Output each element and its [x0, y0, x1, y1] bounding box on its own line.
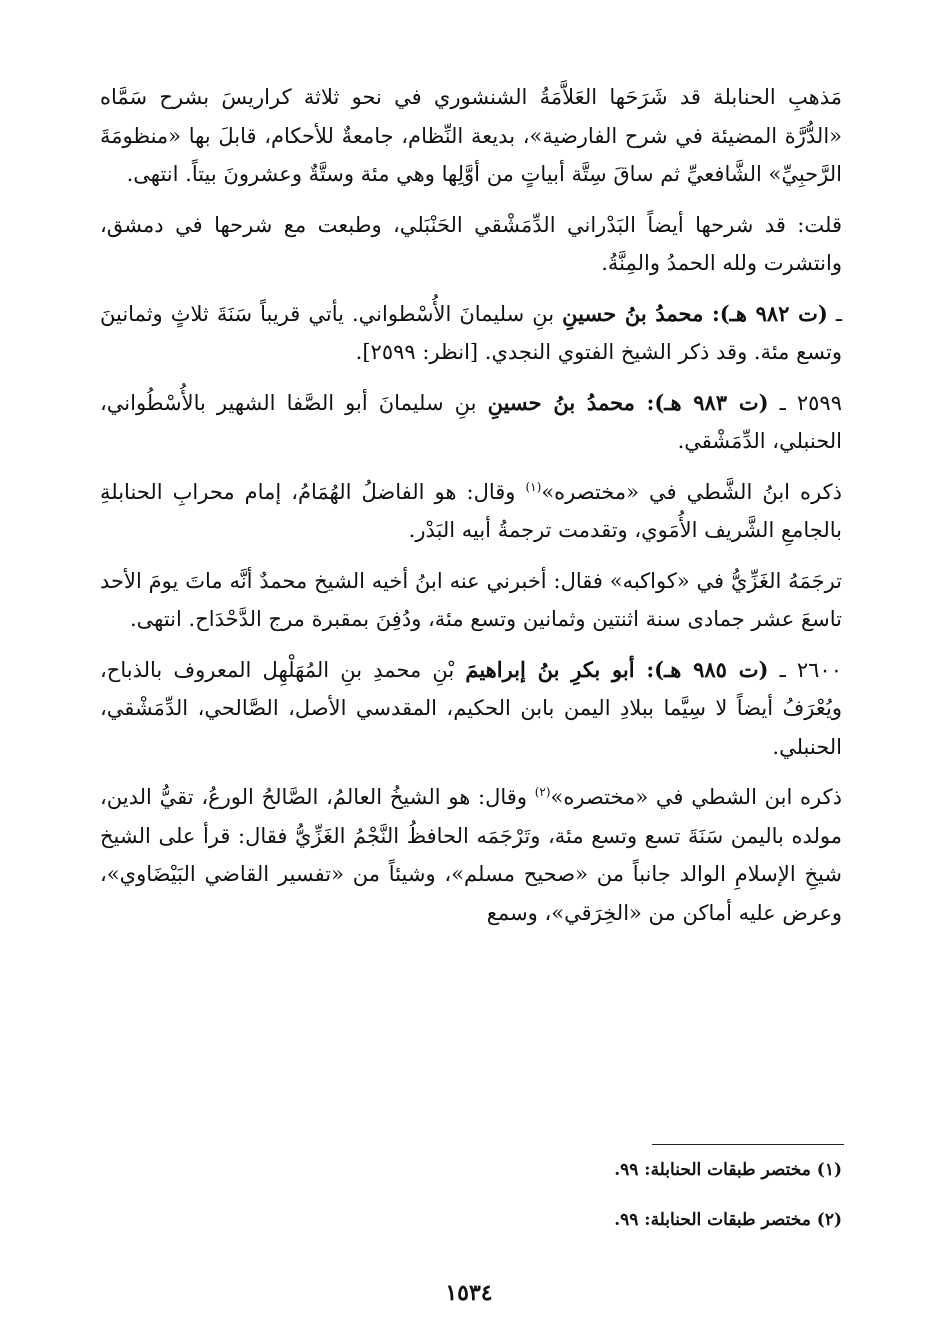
- footnote-ref: (٢): [534, 785, 551, 799]
- footnote-divider: [652, 1144, 844, 1145]
- footnote-ref: (١): [525, 479, 542, 494]
- entry-number: ٢٥٩٩ ـ: [768, 390, 842, 415]
- page-number: ١٥٣٤: [445, 1280, 493, 1306]
- entry-number: ٢٦٠٠ ـ: [768, 657, 842, 682]
- paragraph: ترجَمَهُ الغَزِّيُّ في «كواكبه» فقال: أخبرني عنه ابنُ أخيه الشيخ محمدٌ أنَّه ماتَ يومَ الأحد تاسعَ عشر جمادى سنة اثنتين وثمانين وتسع مئة، ودُفِنَ بمقبرة مرج الدَّحْدَاح. انتهى.: [100, 568, 842, 631]
- paragraph-text: ذكره ابنُ الشَّطي في «مختصره»: [541, 479, 842, 504]
- entry-heading: (ت ٩٨٢ هـ): محمدُ بنُ حسينِ: [562, 300, 828, 326]
- entry-heading: (ت ٩٨٥ هـ): أبو بكرِ بنُ إبراهيمَ: [465, 656, 769, 682]
- footnote-marker: (١): [816, 1160, 842, 1180]
- paragraph: [100, 778, 842, 932]
- paragraph-text: وقال: هو الفاضلُ الهُمَامُ، إمام محرابِ الحنابلةِ بالجامعِ الشَّريف الأُمَوي، وتقدمت ترجمةُ أبيه البَدْر.: [100, 479, 842, 542]
- footnotes: [100, 1156, 842, 1256]
- main-text: [100, 78, 842, 944]
- footnote: [100, 1156, 842, 1184]
- entry-prefix: ـ: [827, 301, 843, 326]
- footnote-marker: (٢): [816, 1210, 842, 1230]
- paragraph: قلت: قد شرحها أيضاً البَدْراني الدِّمَشْقي الحَنْبَلي، وطبعت مع شرحها في دمشق، وانتشرت ولله الحمدُ والمِنَّةُ.: [100, 212, 842, 275]
- entry-text: بنِ سليمانَ أبو الصَّفا الشهير بالأُسْطُواني، الحنبلي، الدِّمَشْقي.: [100, 390, 842, 453]
- biography-entry: [100, 651, 842, 767]
- footnote-text: مختصر طبقات الحنابلة: ٩٩.: [614, 1160, 811, 1180]
- entry-text: بْنِ محمدِ بنِ المُهَلْهِل المعروف بالذباح، ويُعْرَفُ أيضاً لا سِيَّما ببلادِ اليمن بابن الحكيم، المقدسي الأصل، الصَّالحي، الدِّمَشْقي، الحنبلي.: [100, 657, 842, 759]
- paragraph-text: وقال: هو الشيخُ العالمُ، الصَّالحُ الورعُ، تقيُّ الدين، مولده باليمن سَنَةَ تسع وتسع مئة، وتَرْجَمَه الحافظُ النَّجْمُ الغَزِّيُّ فقال: قرأ على الشيخ شيخِ الإسلامِ الوالد جانباً من «صحيح مسلم»، وشيئاً من «تفسير القاضي البَيْضَاوي»، وعرض عليه أماكن من «الخِرَقي»، وسمع: [100, 785, 842, 925]
- footnote: [100, 1206, 842, 1234]
- entry-text: بنِ سليمانَ الأُسْطواني. يأتي قريباً سَنَةَ ثلاثٍ وثمانينَ وتسع مئة. وقد ذكر الشيخ الفتوي النجدي. [انظر: ٢٥٩٩].: [100, 301, 842, 364]
- paragraph: مَذهبِ الحنابلة قد شَرَحَها العَلاَّمَةُ الشنشوري في نحو ثلاثة كراريسَ بشرح سَمَّاه «الدُّرَّة المضيئة في شرح الفارضية»، بديعة النِّظام، جامعةٌ للأحكام، قابلَ بها «منظومَةَ الرَّحبِيِّ» الشَّافعيِّ ثم ساقَ سِتَّة أبياتٍ من أوَّلِها وهي مئة وستَّةٌ وعشرونَ بيتاً. انتهى.: [100, 85, 842, 186]
- paragraph: [100, 473, 842, 550]
- biography-entry: [100, 295, 842, 372]
- entry-heading: (ت ٩٨٣ هـ): محمدُ بنُ حسينِ: [487, 389, 769, 415]
- biography-entry: [100, 384, 842, 461]
- paragraph-text: ذكره ابن الشطي في «مختصره»: [550, 785, 842, 809]
- footnote-text: مختصر طبقات الحنابلة: ٩٩.: [614, 1210, 811, 1230]
